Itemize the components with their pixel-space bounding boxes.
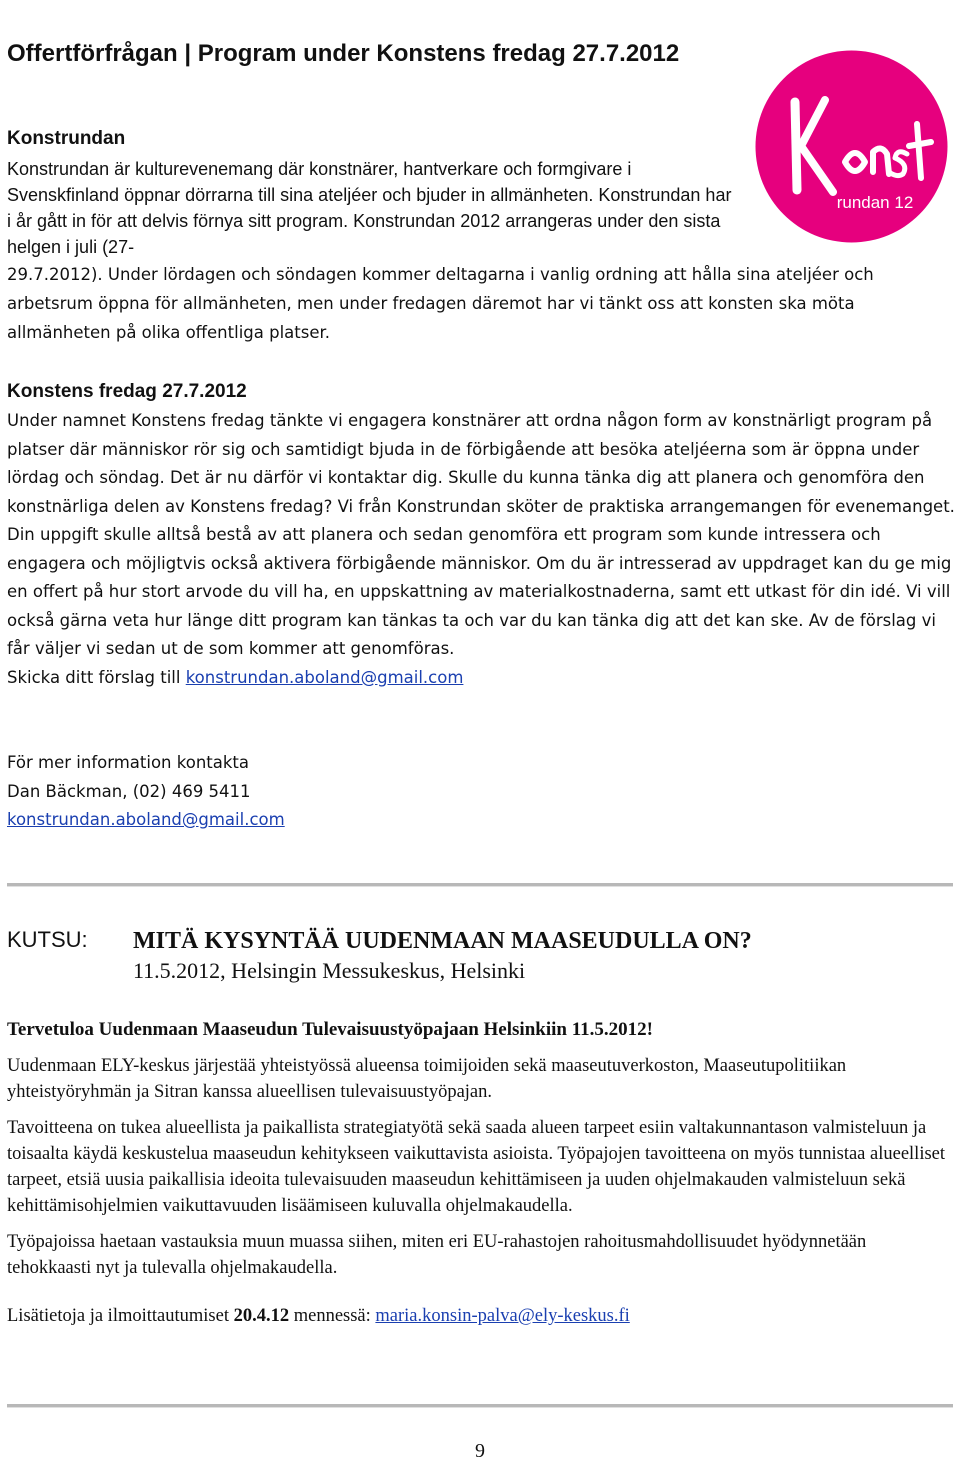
konstrundan-intro-paragraph: Konstrundan är kulturevenemang där konstnärer, hantverkare och formgivare i Svenskfinland öppnar dörrarna till sina ateljéer och bjuder in allmänheten. Konstrundan har i år gått in för att delvis förnya sitt program. Konstrundan 2012 arrangeras under den sista helgen i juli (27- xyxy=(7,159,732,257)
divider-bottom xyxy=(7,1404,953,1408)
kutsu-label: KUTSU: xyxy=(7,927,88,952)
info-mid: mennessä: xyxy=(289,1306,376,1326)
finnish-invitation-section xyxy=(7,1017,955,1339)
contact-block xyxy=(7,749,607,835)
send-proposal-email-link[interactable]: konstrundan.aboland@gmail.com xyxy=(185,667,464,687)
contact-email-link[interactable]: konstrundan.aboland@gmail.com xyxy=(7,810,285,829)
logo-subtext: rundan 12 xyxy=(836,193,914,212)
finnish-info-line xyxy=(7,1303,955,1329)
konstens-fredag-section xyxy=(7,379,955,692)
kutsu-title: MITÄ KYSYNTÄÄ UUDENMAAN MAASEUDULLA ON? xyxy=(133,928,752,954)
finnish-heading: Tervetuloa Uudenmaan Maaseudun Tulevaisuustyöpajaan Helsinkiin 11.5.2012! xyxy=(7,1019,653,1040)
finnish-paragraph-1: Uudenmaan ELY-keskus järjestää yhteistyössä alueensa toimijoiden sekä maaseutuverkoston, Maaseutupolitiikan yhteistyöryhmän ja Sitran kanssa alueellisen tulevaisuustyöpajan. xyxy=(7,1056,847,1102)
info-deadline: 20.4.12 xyxy=(233,1306,290,1326)
contact-person: Dan Bäckman, (02) 469 5411 xyxy=(7,781,251,801)
finnish-paragraph-2: Tavoitteena on tukea alueellista ja paikallista strategiatyötä sekä saada alueen tarpeet esiin valtakunnantason valmisteluun ja toisaalta käydä keskustelua maaseudun kehitykseen vaikuttavista asioista. Työpajojen tavoitteena on myös tunnistaa alueelliset tarpeet, etsiä uusia paikallisia ideoita tulevaisuuden maaseudun kehittämiseen ja uuden ohjelmakauden valmisteluun sekä kehittämisohjelmien vaikuttavuuden lisäämiseen kuluvalla ohjelmakaudella. xyxy=(7,1118,946,1216)
konstens-fredag-paragraph: Under namnet Konstens fredag tänkte vi engagera konstnärer att ordna någon form av konstnärligt program på platser där människor rör sig och samtidigt bjuda in de förbigående att besöka ateljéerna som är öppna under lördag och söndag. Det är nu därför vi kontaktar dig. Skulle du kunna tänka dig att planera och genomföra den konstnärliga delen av Konstens fredag? Vi från Konstrundan sköter de praktiska arrangemangen för evenemanget. Din uppgift skulle alltså bestå av att planera och sedan genomföra ett program som kunde intressera och engagera och möjligtvis också aktivera förbigående människor. Om du är intresserad av uppdraget kan du ge mig en offert på hur stort arvode du vill ha, en uppskattning av materialkostnaderna, samt ett utkast för din idé. Vi vill också gärna veta hur länge ditt program kan tänkas ta och var du kan tänka dig att det kan ske. Av de förslag vi får väljer vi sedan ut de som kommer att genomföras. xyxy=(7,411,955,658)
konstrundan-section xyxy=(7,126,952,347)
section-heading-konstens-fredag: Konstens fredag 27.7.2012 xyxy=(7,381,247,402)
kutsu-subtitle: 11.5.2012, Helsingin Messukeskus, Helsinki xyxy=(133,958,526,983)
page-number: 9 xyxy=(475,1440,485,1462)
send-proposal-label: Skicka ditt förslag till xyxy=(7,667,186,687)
finnish-paragraph-3: Työpajoissa haetaan vastauksia muun muassa siihen, miten eri EU-rahastojen rahoitusmahdollisuudet hyödynnetään tehokkaasti nyt ja tulevalla ohjelmakaudella. xyxy=(7,1232,867,1278)
konstrundan-weekend-paragraph: 29.7.2012). Under lördagen och söndagen kommer deltagarna i vanlig ordning att hålla sina ateljéer och arbetsrum öppna för allmänheten, men under fredagen däremot har vi tänkt oss att konsten ska möta allmänheten på olika offentliga platser. xyxy=(7,265,874,342)
send-proposal-line xyxy=(7,664,955,693)
section-heading-konstrundan: Konstrundan xyxy=(7,128,126,149)
contact-intro: För mer information kontakta xyxy=(7,753,249,772)
info-prefix: Lisätietoja ja ilmoittautumiset xyxy=(7,1306,234,1326)
document-title: Offertförfrågan | Program under Konstens fredag 27.7.2012 xyxy=(7,40,680,67)
info-email-link[interactable]: maria.konsin-palva@ely-keskus.fi xyxy=(375,1306,630,1326)
divider-top xyxy=(7,883,953,887)
contact-email-line xyxy=(7,806,607,835)
